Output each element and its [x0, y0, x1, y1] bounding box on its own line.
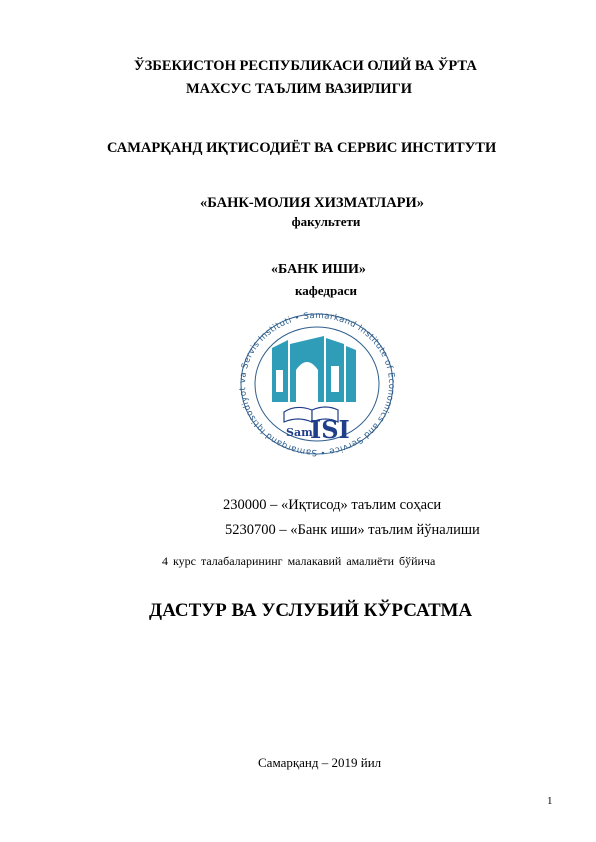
document-title: ДАСТУР ВА УСЛУБИЙ КЎРСАТМА	[149, 600, 473, 621]
faculty-name: «БАНК-МОЛИЯ ХИЗМАТЛАРИ»	[200, 195, 425, 211]
institute-logo	[228, 310, 406, 458]
logo-brand-small: Sam	[286, 426, 313, 439]
logo-brand-large: ISI	[310, 415, 350, 444]
department-name: «БАНК ИШИ»	[271, 262, 366, 277]
ministry-line-1: ЎЗБЕКИСТОН РЕСПУБЛИКАСИ ОЛИЙ ВА ЎРТА	[134, 58, 477, 74]
institute-name: САМАРҚАНД ИҚТИСОДИЁТ ВА СЕРВИС ИНСТИТУТИ	[107, 140, 497, 156]
course-line: 4 курс талабаларининг малакавий амалиёти бўйича	[162, 554, 436, 568]
logo-ring-text: Samarqand Iqtisodiyot va Servis Instituti • Samarkand Institute of Economics and Service •	[238, 310, 397, 458]
faculty-label: факультети	[291, 214, 361, 229]
department-label: кафедраси	[295, 283, 357, 298]
page-number: 1	[547, 795, 553, 807]
ministry-line-2: МАХСУС ТАЪЛИМ ВАЗИРЛИГИ	[186, 81, 413, 97]
samisi-logo-icon	[228, 310, 406, 458]
education-field: 230000 – «Иқтисод» таълим соҳаси	[223, 497, 442, 513]
education-direction: 5230700 – «Банк иши» таълим йўналиши	[225, 522, 480, 538]
city-year: Самарқанд – 2019 йил	[258, 755, 382, 770]
